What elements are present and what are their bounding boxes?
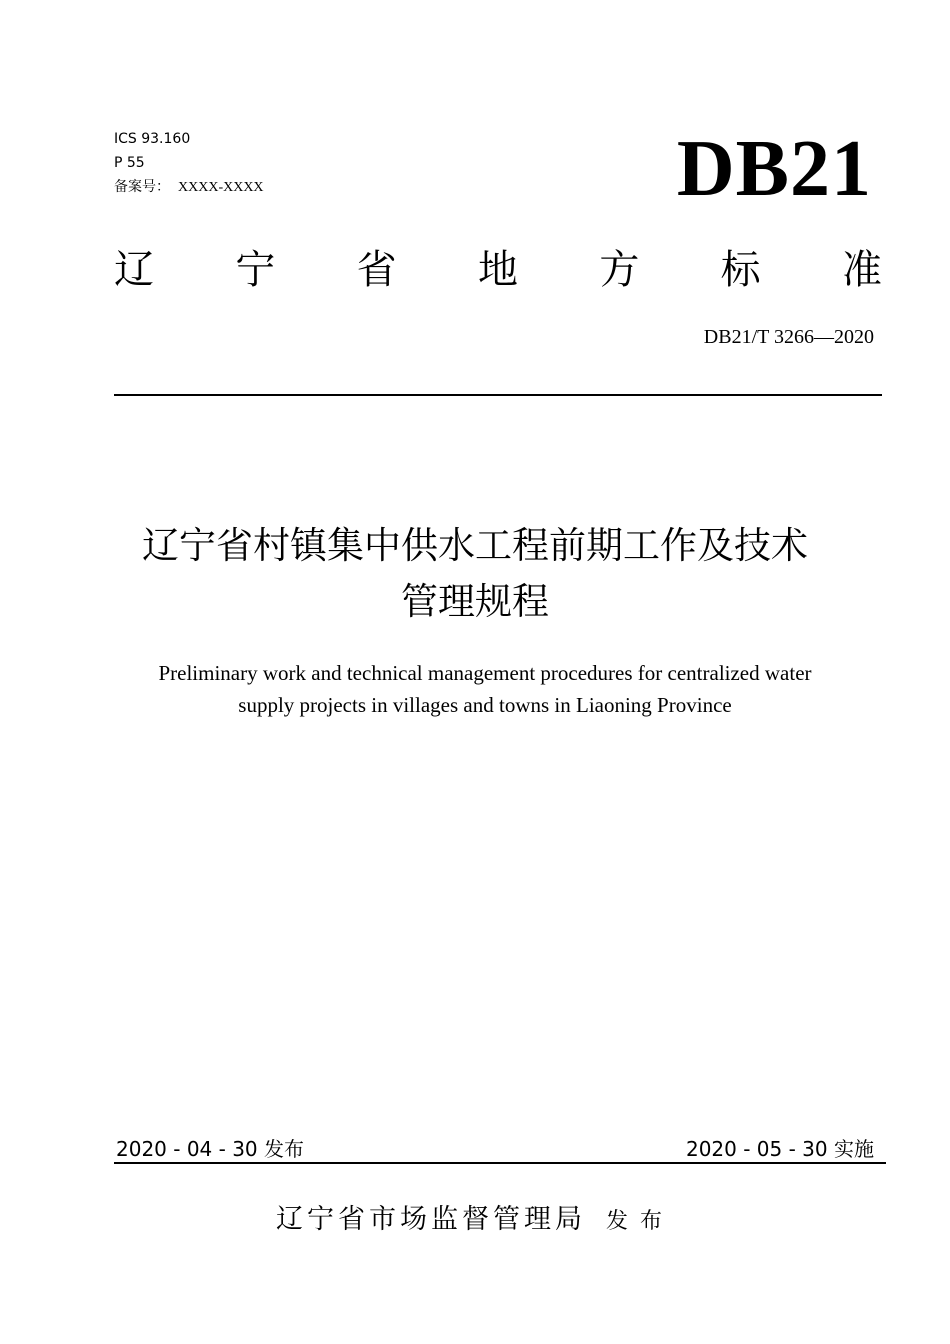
title-en-line-2: supply projects in villages and towns in Liaoning Province — [238, 693, 732, 717]
title-chinese — [60, 518, 890, 630]
record-number — [114, 178, 264, 197]
publisher-name: 辽宁省市场监督管理局 — [275, 1204, 586, 1235]
implement-date: 2020 - 05 - 30 实施 — [685, 1137, 874, 1161]
issue-date: 2020 - 04 - 30 发布 — [116, 1137, 305, 1161]
ics-code: ICS 93.160 — [114, 131, 191, 147]
standard-kind — [114, 238, 882, 294]
publisher — [0, 1200, 950, 1242]
standard-kind-char: 地 — [477, 246, 518, 293]
standard-kind-char: 准 — [841, 246, 882, 293]
standard-kind-char: 标 — [720, 246, 761, 293]
bottom-divider — [114, 1162, 886, 1164]
standard-code: DB21/T 3266—2020 — [703, 326, 874, 348]
ccs-code: P 55 — [114, 155, 145, 171]
standard-kind-char: 省 — [356, 246, 397, 293]
record-label: 备案号： — [114, 179, 170, 195]
record-value: XXXX-XXXX — [178, 180, 264, 195]
title-cn-line-1: 辽宁省村镇集中供水工程前期工作及技术 — [142, 524, 808, 567]
standard-logo: DB21 — [676, 125, 872, 213]
standard-kind-char: 宁 — [235, 246, 276, 293]
top-divider — [114, 394, 882, 396]
standard-kind-char: 辽 — [114, 246, 154, 293]
publisher-verb: 发布 — [605, 1209, 674, 1234]
title-en-line-1: Preliminary work and technical management procedures for centralized water — [158, 661, 812, 685]
title-english — [100, 657, 870, 721]
title-cn-line-2: 管理规程 — [401, 580, 549, 623]
standard-kind-char: 方 — [599, 246, 640, 293]
